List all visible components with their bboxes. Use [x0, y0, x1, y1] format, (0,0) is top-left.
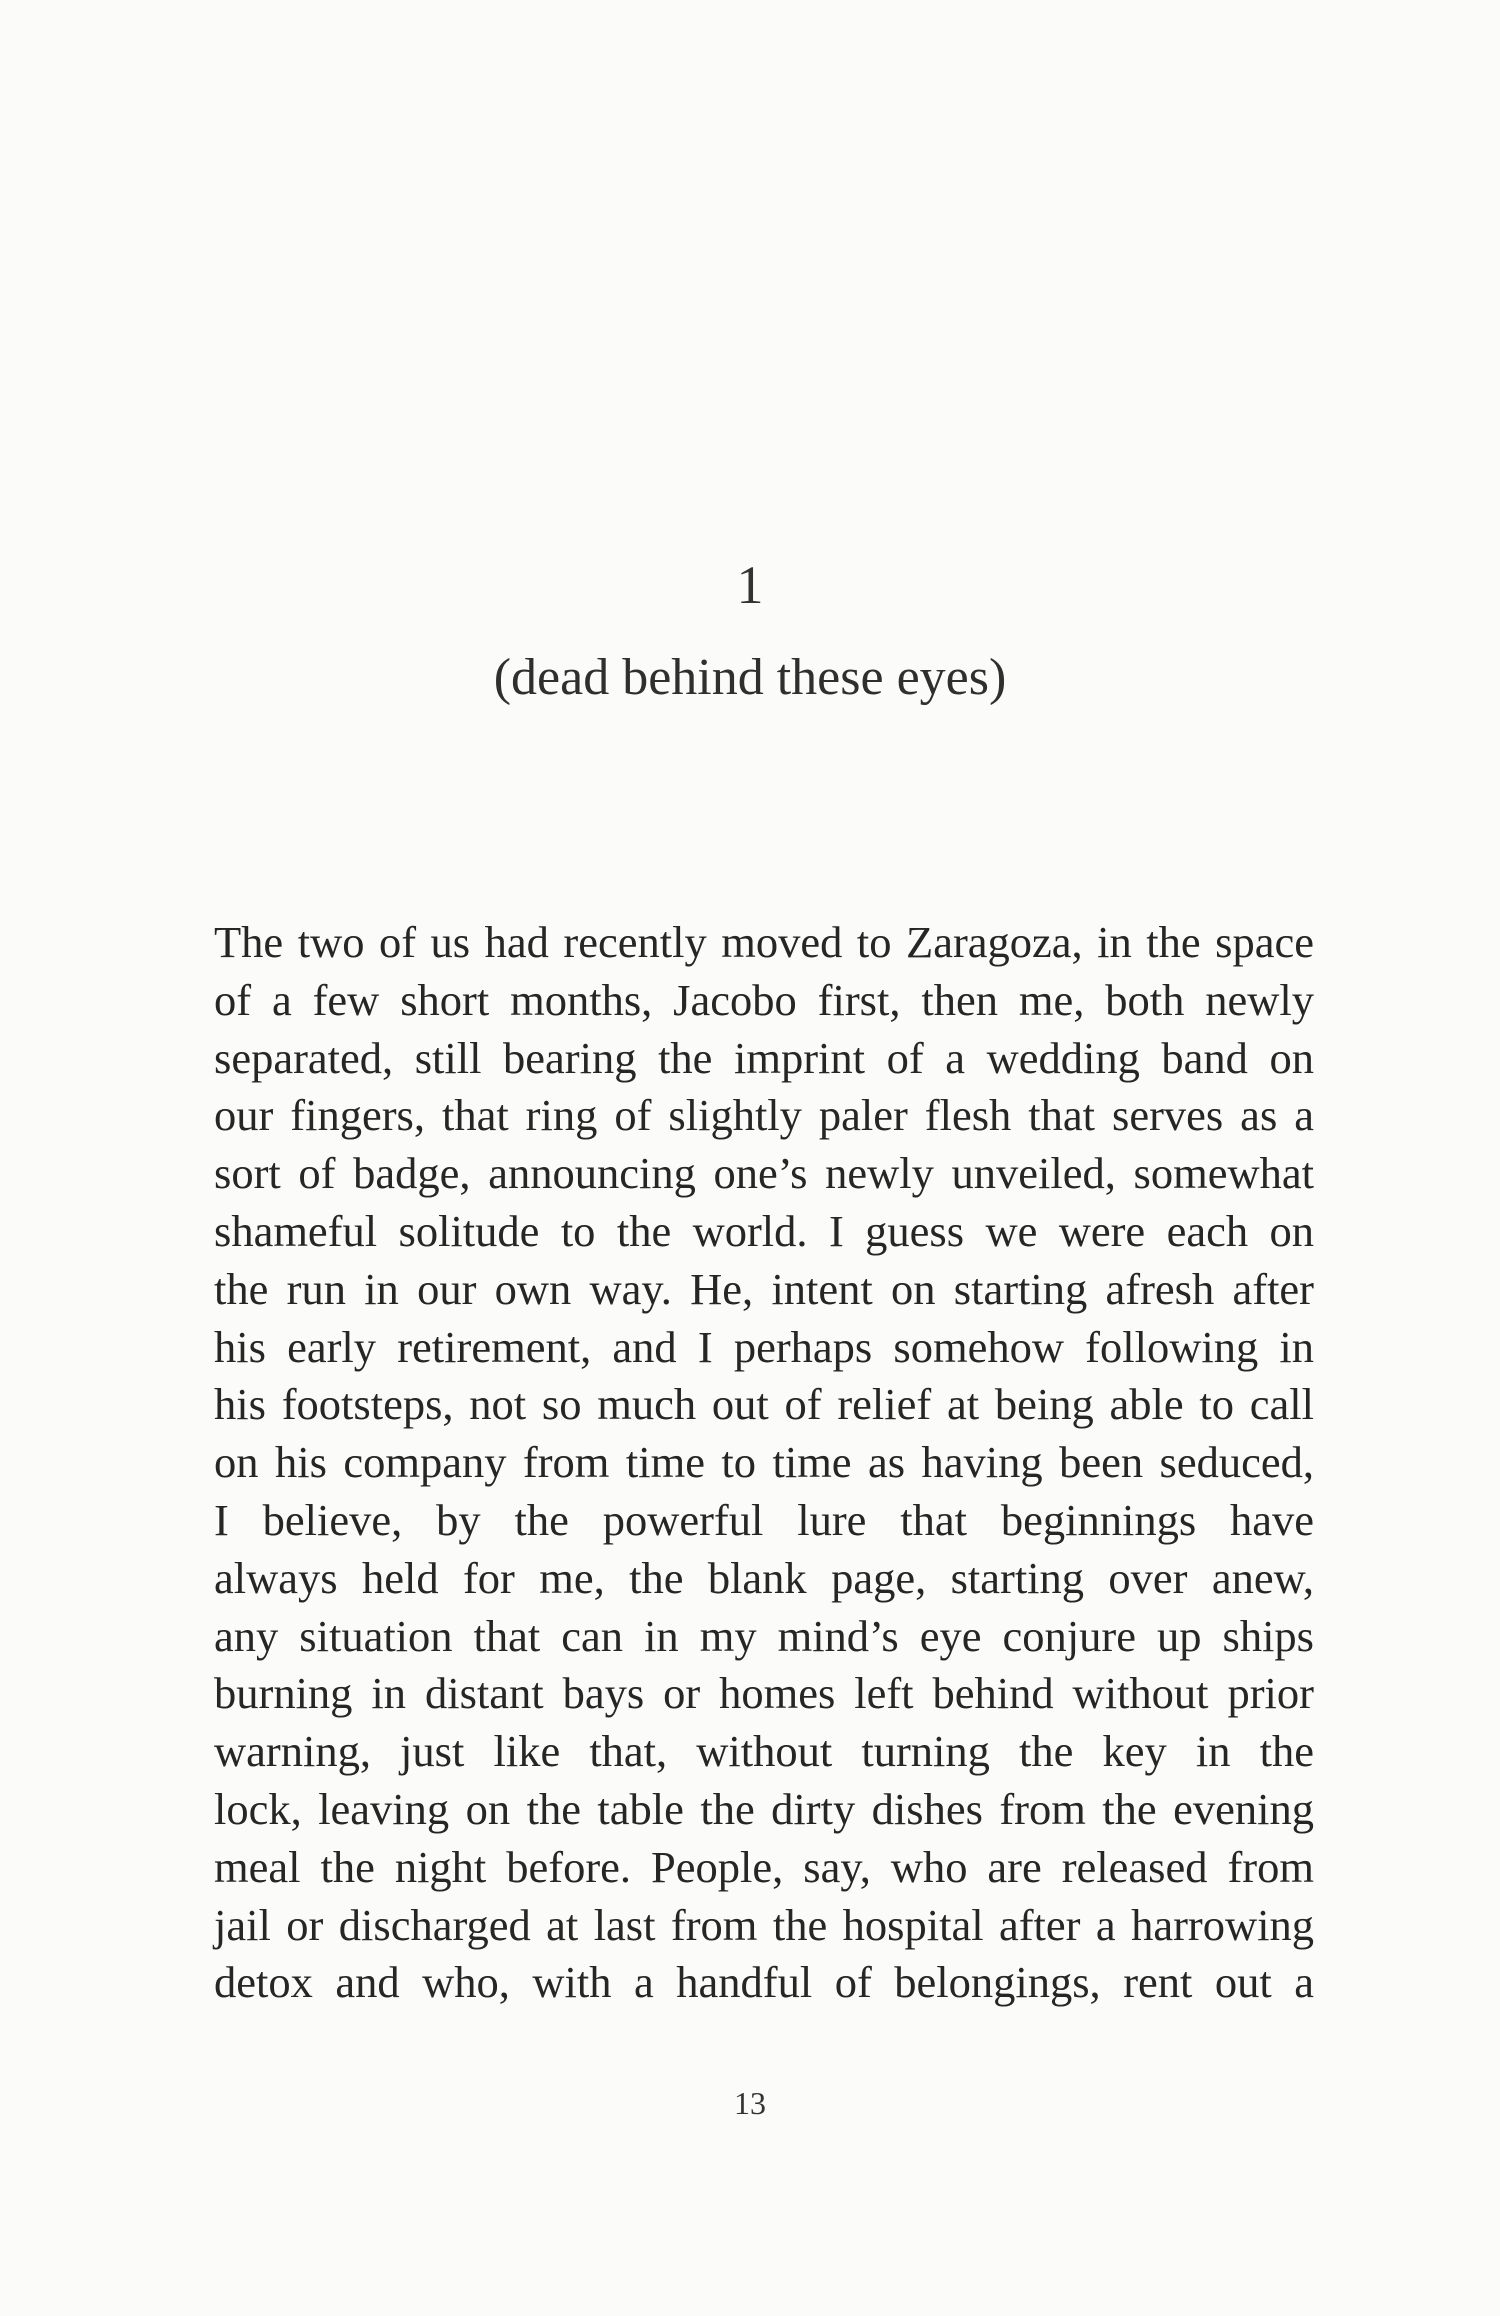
text-line: his footsteps, not so much out of relief at being able to call: [214, 1379, 1314, 1430]
text-line: detox and who, with a handful of belongings, rent out a: [214, 1957, 1314, 2008]
text-line: I believe, by the powerful lure that beginnings have: [214, 1494, 1314, 1545]
text-line: The two of us had recently moved to Zaragoza, in the space: [214, 917, 1314, 967]
text-line: separated, still bearing the imprint of a wedding band on: [214, 1032, 1314, 1083]
text-line: our fingers, that ring of slightly paler flesh that serves as a: [214, 1090, 1314, 1141]
chapter-title: (dead behind these eyes): [493, 649, 1007, 706]
text-line: lock, leaving on the table the dirty dishes from the evening: [214, 1783, 1314, 1834]
body-paragraph: [214, 914, 1314, 2012]
text-line: of a few short months, Jacobo first, then me, both newly: [214, 974, 1314, 1025]
text-line: warning, just like that, without turning the key in the: [214, 1726, 1314, 1777]
text-line: sort of badge, announcing one’s newly unveiled, somewhat: [214, 1148, 1314, 1199]
text-line: shameful solitude to the world. I guess we were each on: [214, 1205, 1314, 1256]
text-line: any situation that can in my mind’s eye conjure up ships: [214, 1610, 1314, 1661]
text-line: his early retirement, and I perhaps somehow following in: [214, 1321, 1314, 1372]
text-line: always held for me, the blank page, starting over anew,: [214, 1552, 1314, 1603]
text-line: the run in our own way. He, intent on starting afresh after: [214, 1263, 1314, 1314]
text-line: burning in distant bays or homes left behind without prior: [214, 1668, 1314, 1719]
page-number: 13: [734, 2085, 766, 2121]
chapter-number: 1: [736, 555, 764, 615]
text-line: jail or discharged at last from the hospital after a harrowing: [214, 1899, 1314, 1950]
text-line: on his company from time to time as having been seduced,: [214, 1437, 1314, 1488]
text-line: meal the night before. People, say, who are released from: [214, 1841, 1314, 1892]
